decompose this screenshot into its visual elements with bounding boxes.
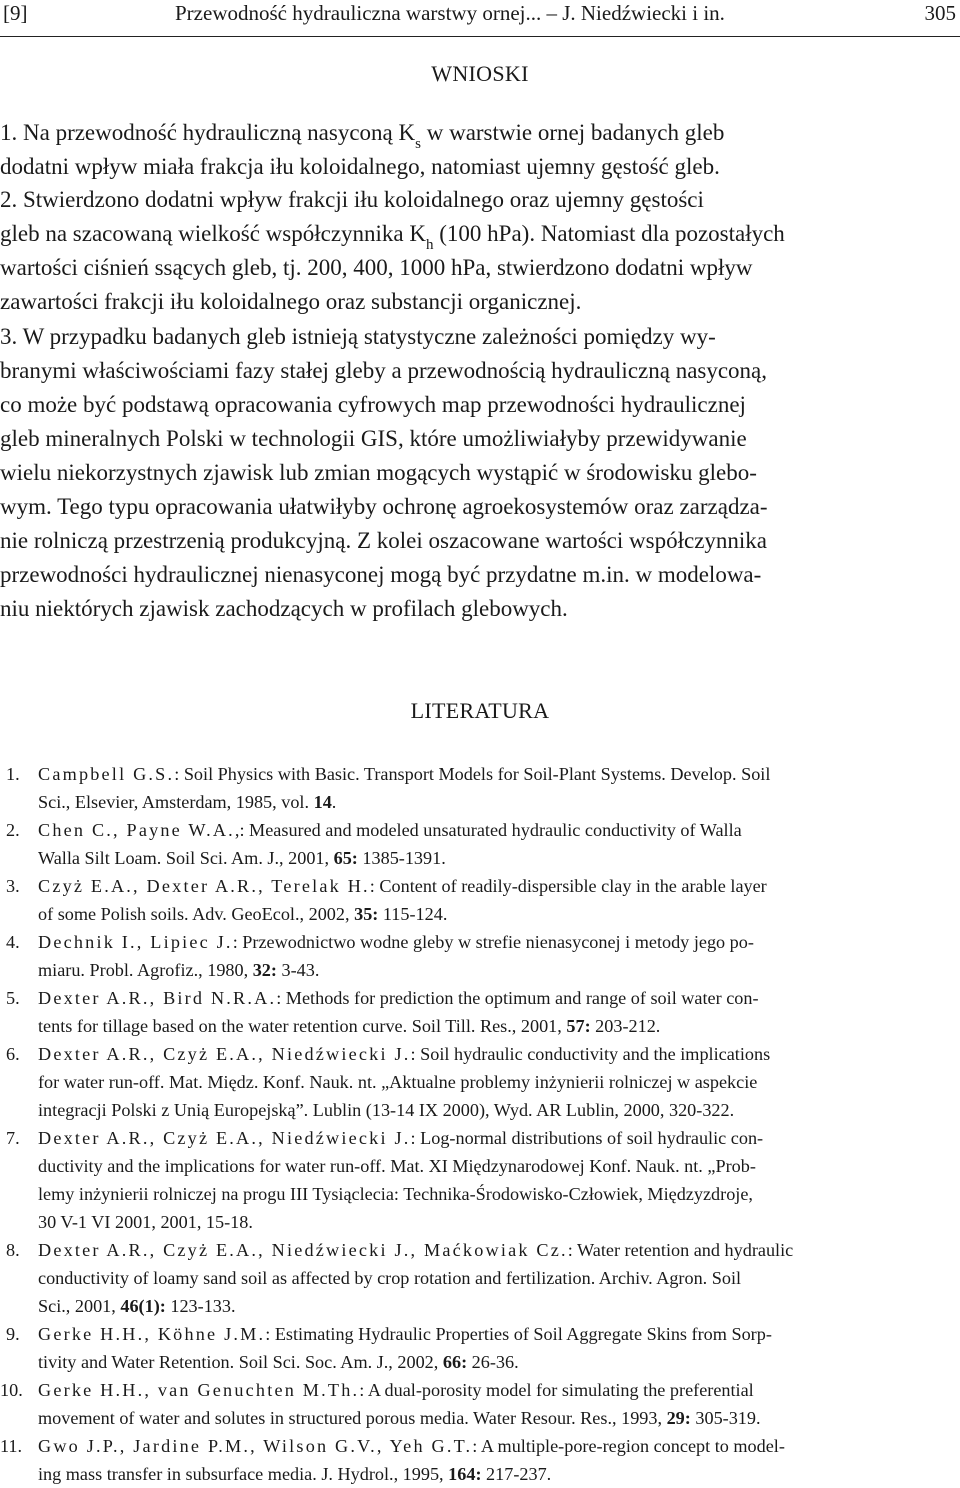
subscript: s [415,136,421,152]
conclusion-line: wartości ciśnień ssących gleb, tj. 200, 400, 1000 hPa, stwierdzono dodatni wpływ [0,255,753,280]
reference-line [0,1264,960,1292]
reference-authors: Gerke H.H., Köhne J.M. [38,1324,266,1344]
reference-authors: Chen C., Payne W.A. [38,820,235,840]
reference-authors: Gwo J.P., Jardine P.M., Wilson G.V., Yeh G.T. [38,1436,473,1456]
text-run: tivity and Water Retention. Soil Sci. Soc. Am. J., 2002, [38,1352,443,1372]
conclusions-heading: WNIOSKI [431,61,529,86]
reference-volume: 32: [252,960,277,980]
reference-line [0,956,960,984]
reference-entry [0,928,960,984]
text-run: 26-36. [467,1352,519,1372]
text-run: 203-212. [590,1016,661,1036]
header-ref-number: [9] [3,1,28,25]
text-run: 305-319. [690,1408,761,1428]
reference-line [0,760,960,788]
text-run: : Methods for prediction the optimum and range of soil water con- [276,988,759,1008]
text-run: ,: Measured and modeled unsaturated hydraulic conductivity of Walla [234,820,742,840]
text-run: integracji Polski z Unią Europejską”. Lublin (13-14 IX 2000), Wyd. AR Lublin, 2000, 320-322. [38,1100,735,1120]
text-run: miaru. Probl. Agrofiz., 1980, [38,960,253,980]
text-run: lemy inżynierii rolniczej na progu III Tysiąclecia: Technika-Środowisko-Człowiek, Międzyzdroje, [38,1184,753,1204]
conclusion-line [0,217,960,251]
reference-number: 3. [6,876,20,896]
reference-number: 8. [6,1240,20,1260]
running-header [0,0,960,28]
text-run: : Soil Physics with Basic. Transport Models for Soil-Plant Systems. Develop. Soil [174,764,771,784]
text-run: tents for tillage based on the water retention curve. Soil Till. Res., 2001, [38,1016,567,1036]
reference-entry [0,760,960,816]
conclusion-line: nie rolniczą przestrzenią produkcyjną. Z kolei oszacowane wartości współczynnika [0,528,767,553]
reference-line [0,1460,960,1488]
reference-authors: Dexter A.R., Czyż E.A., Niedźwiecki J., Maćkowiak Cz. [38,1240,568,1260]
reference-entry [0,1124,960,1236]
reference-line [0,788,960,816]
reference-entry [0,872,960,928]
reference-line [0,1348,960,1376]
conclusion-line: przewodności hydraulicznej nienasyconej mogą być przydatne m.in. w modelowa- [0,562,762,587]
reference-number: 7. [6,1128,20,1148]
conclusion-item [0,320,960,626]
text-run: : Content of readily-dispersible clay in the arable layer [369,876,767,896]
reference-number: 10. [0,1380,23,1400]
reference-line [0,1180,960,1208]
reference-volume: 29: [666,1408,691,1428]
reference-entry [0,1236,960,1320]
reference-authors: Dexter A.R., Bird N.R.A. [38,988,277,1008]
reference-number: 11. [0,1436,23,1456]
conclusion-line: dodatni wpływ miała frakcja iłu koloidalnego, natomiast ujemny gęstość gleb. [0,154,720,179]
reference-line [0,1152,960,1180]
text-run: 115-124. [378,904,448,924]
reference-authors: Czyż E.A., Dexter A.R., Terelak H. [38,876,370,896]
reference-number: 2. [6,820,20,840]
reference-line [0,1236,960,1264]
reference-line [0,1040,960,1068]
text-run: . [331,792,337,812]
reference-line [0,1432,960,1460]
conclusion-item [0,116,960,184]
conclusion-line: 2. Stwierdzono dodatni wpływ frakcji iłu koloidalnego oraz ujemny gęstości [0,187,704,212]
text-run: : Estimating Hydraulic Properties of Soil Aggregate Skins from Sorp- [265,1324,772,1344]
reference-number: 4. [6,932,20,952]
text-run: of some Polish soils. Adv. GeoEcol., 2002, [38,904,355,924]
reference-line [0,1404,960,1432]
conclusion-line: wym. Tego typu opracowania ułatwiłyby ochronę agroekosystemów oraz zarządza- [0,494,768,519]
text-run: 30 V-1 VI 2001, 2001, 15-18. [38,1212,253,1232]
reference-line [0,928,960,956]
reference-volume: 14 [313,792,332,812]
reference-line [0,1012,960,1040]
reference-number: 9. [6,1324,20,1344]
text-run: : Soil hydraulic conductivity and the implications [410,1044,771,1064]
reference-line [0,1292,960,1320]
text-run: : Water retention and hydraulic [567,1240,794,1260]
reference-authors: Campbell G.S. [38,764,175,784]
reference-authors: Dexter A.R., Czyż E.A., Niedźwiecki J. [38,1128,411,1148]
reference-authors: Gerke H.H., van Genuchten M.Th. [38,1380,360,1400]
reference-line [0,816,960,844]
reference-line [0,900,960,928]
reference-volume: 57: [566,1016,591,1036]
text-run: 1. Na przewodność hydrauliczną nasyconą K [0,120,416,145]
text-run: : A dual-porosity model for simulating the preferential [359,1380,754,1400]
reference-volume: 66: [442,1352,468,1372]
text-run: movement of water and solutes in structured porous media. Water Resour. Res., 1993, [38,1408,667,1428]
reference-authors: Dexter A.R., Czyż E.A., Niedźwiecki J. [38,1044,411,1064]
text-run: ductivity and the implications for water run-off. Mat. XI Międzynarodowej Konf. Nauk. nt. „Prob- [38,1156,756,1176]
reference-line [0,1068,960,1096]
conclusion-line: wielu niekorzystnych zjawisk lub zmian mogących wystąpić w środowisku glebo- [0,460,757,485]
reference-volume: 65: [333,848,358,868]
page-number: 305 [924,1,956,25]
reference-line [0,1208,960,1236]
reference-line [0,844,960,872]
reference-entry [0,1320,960,1376]
text-run: : A multiple-pore-region concept to model- [472,1436,785,1456]
text-run: : Przewodnictwo wodne gleby w strefie nienasyconej i metody jego po- [232,932,754,952]
text-run: Walla Silt Loam. Soil Sci. Am. J., 2001, [38,848,334,868]
reference-line [0,984,960,1012]
reference-line [0,1320,960,1348]
text-run: 1385-1391. [357,848,446,868]
text-run: 123-133. [165,1296,236,1316]
text-run: Sci., Elsevier, Amsterdam, 1985, vol. [38,792,314,812]
reference-entry [0,1040,960,1124]
reference-volume: 164: [448,1464,482,1484]
text-run: ing mass transfer in subsurface media. J. Hydrol., 1995, [38,1464,449,1484]
reference-volume: 46(1): [120,1296,166,1316]
subscript: h [426,237,434,253]
references-heading: LITERATURA [410,698,550,723]
text-run: gleb na szacowaną wielkość współczynnika K [0,221,426,246]
text-run: 217-237. [481,1464,552,1484]
reference-number: 5. [6,988,20,1008]
reference-volume: 35: [354,904,379,924]
text-run: Sci., 2001, [38,1296,121,1316]
header-rule [0,36,960,37]
conclusion-line [0,116,960,150]
reference-line [0,872,960,900]
reference-entry [0,984,960,1040]
reference-line [0,1096,960,1124]
text-run: 3-43. [276,960,320,980]
text-run: conductivity of loamy sand soil as affected by crop rotation and fertilization. Archiv. Agron. Soil [38,1268,742,1288]
conclusion-item [0,183,960,319]
conclusion-line: niu niektórych zjawisk zachodzących w profilach glebowych. [0,596,568,621]
header-running-title: Przewodność hydrauliczna warstwy ornej... – J. Niedźwiecki i in. [175,1,725,25]
text-run: for water run-off. Mat. Międz. Konf. Nauk. nt. „Aktualne problemy inżynierii rolniczej w aspekcie [38,1072,758,1092]
conclusion-line: 3. W przypadku badanych gleb istnieją statystyczne zależności pomiędzy wy- [0,324,716,349]
conclusion-line: gleb mineralnych Polski w technologii GIS, które umożliwiałyby przewidywanie [0,426,747,451]
text-run: (100 hPa). Natomiast dla pozostałych [433,221,785,246]
text-run: : Log-normal distributions of soil hydraulic con- [410,1128,764,1148]
text-run: w warstwie ornej badanych gleb [420,120,725,145]
reference-authors: Dechnik I., Lipiec J. [38,932,233,952]
reference-entry [0,816,960,872]
reference-entry [0,1376,960,1432]
reference-entry [0,1432,960,1488]
conclusion-line: zawartości frakcji iłu koloidalnego oraz substancji organicznej. [0,289,582,314]
reference-line [0,1124,960,1152]
reference-line [0,1376,960,1404]
reference-number: 6. [6,1044,20,1064]
conclusion-line: branymi właściwościami fazy stałej gleby a przewodnością hydrauliczną nasyconą, [0,358,768,383]
reference-number: 1. [6,764,20,784]
conclusion-line: co może być podstawą opracowania cyfrowych map przewodności hydraulicznej [0,392,746,417]
